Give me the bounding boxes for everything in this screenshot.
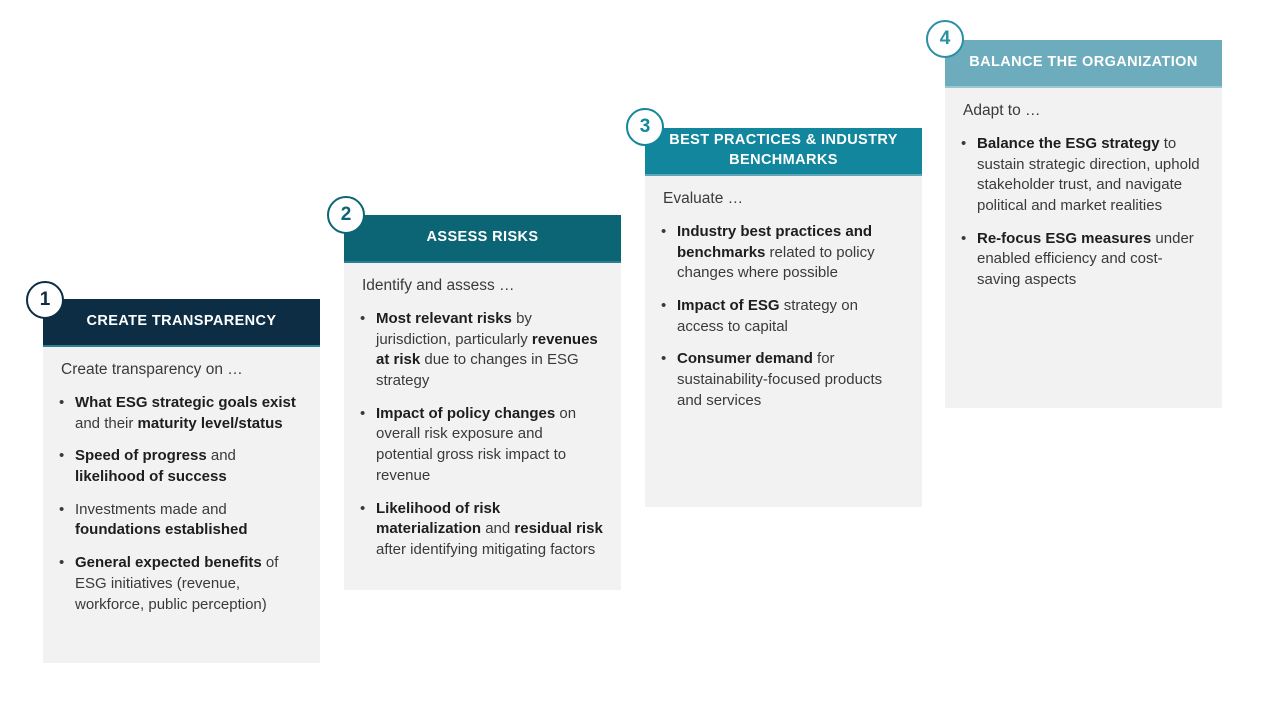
step-body-3: [645, 174, 922, 507]
step-bullet-list-4: [959, 134, 1204, 291]
step-badge-2-label: 2: [340, 204, 352, 225]
step-card-3: [645, 128, 922, 507]
bullet-item: • Speed of progress and likelihood of success: [57, 446, 302, 487]
step-badge-4: [926, 20, 964, 58]
step-title-4: BALANCE THE ORGANIZATION: [945, 40, 1222, 86]
step-title-2: ASSESS RISKS: [344, 215, 621, 261]
bullet-item: • Investments made and foundations established: [57, 500, 302, 541]
step-card-1: [43, 299, 320, 663]
step-body-1: [43, 345, 320, 663]
step-intro-2: Identify and assess …: [362, 277, 515, 294]
step-card-4: [945, 40, 1222, 408]
step-body-2: [344, 261, 621, 590]
step-intro-1: Create transparency on …: [61, 361, 243, 378]
bullet-item: • Balance the ESG strategy to sustain strategic direction, uphold stakeholder trust, and navigate political and market realities: [959, 134, 1204, 217]
bullet-item: • What ESG strategic goals exist and their maturity level/status: [57, 393, 302, 434]
step-body-4: [945, 86, 1222, 408]
bullet-item: • Impact of policy changes on overall risk exposure and potential gross risk impact to revenue: [358, 404, 603, 487]
bullet-item: • Consumer demand for sustainability-focused products and services: [659, 349, 904, 411]
step-badge-1-label: 1: [39, 289, 51, 310]
step-bullet-list-3: [659, 222, 904, 412]
step-intro-4: Adapt to …: [963, 102, 1041, 119]
step-bullet-list-2: [358, 309, 603, 561]
step-badge-4-label: 4: [939, 28, 951, 49]
step-badge-1: [26, 281, 64, 319]
bullet-item: • Re-focus ESG measures under enabled efficiency and cost-saving aspects: [959, 229, 1204, 291]
step-bullet-list-1: [57, 393, 302, 615]
step-badge-3-label: 3: [639, 116, 651, 137]
bullet-item: • Industry best practices and benchmarks related to policy changes where possible: [659, 222, 904, 284]
step-badge-2: [327, 196, 365, 234]
step-badge-3: [626, 108, 664, 146]
step-title-1: CREATE TRANSPARENCY: [43, 299, 320, 345]
step-title-3: BEST PRACTICES & INDUSTRY BENCHMARKS: [645, 128, 922, 174]
bullet-item: • Impact of ESG strategy on access to capital: [659, 296, 904, 337]
step-intro-3: Evaluate …: [663, 190, 744, 207]
step-card-2: [344, 215, 621, 590]
bullet-item: • Most relevant risks by jurisdiction, particularly revenues at risk due to changes in ESG strategy: [358, 309, 603, 392]
bullet-item: • Likelihood of risk materialization and residual risk after identifying mitigating factors: [358, 499, 603, 561]
bullet-item: • General expected benefits of ESG initiatives (revenue, workforce, public perception): [57, 553, 302, 615]
